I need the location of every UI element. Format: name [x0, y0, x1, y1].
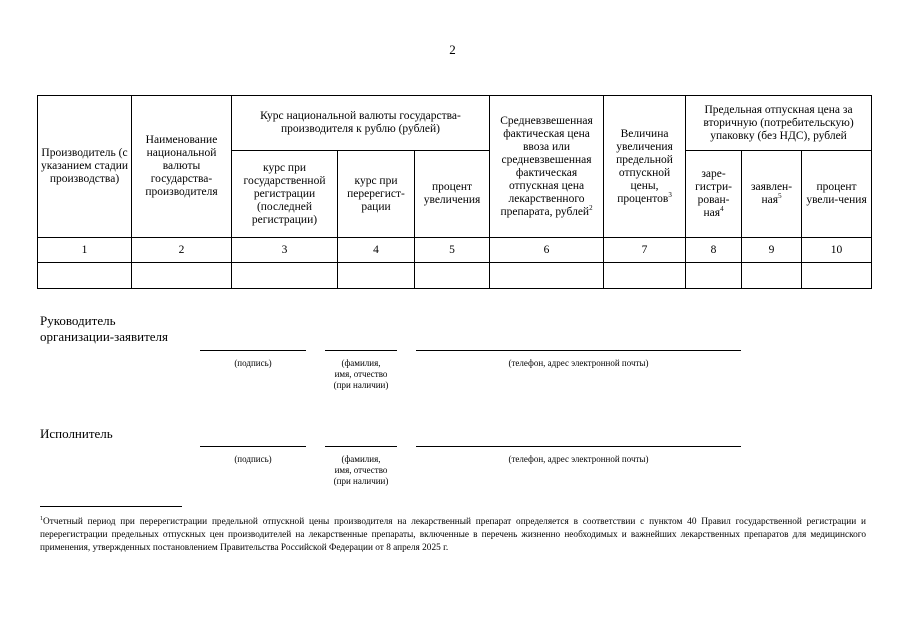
head-caption-name: (фамилия, имя, отчество (при наличии) [333, 358, 389, 390]
header-rate-increase-percent: процент увеличения [415, 151, 490, 238]
table-cell[interactable] [802, 263, 872, 289]
table-cell[interactable] [232, 263, 338, 289]
head-title-line2: организации-заявителя [40, 329, 169, 344]
table-cell[interactable] [686, 263, 742, 289]
header-exchange-rate-group: Курс национальной валюты государства-производителя к рублю (рублей) [232, 96, 490, 151]
table-cell[interactable] [490, 263, 604, 289]
executor-caption-contacts: (телефон, адрес электронной почты) [508, 454, 649, 464]
price-table [37, 95, 872, 289]
head-title [40, 313, 168, 345]
table-row [38, 263, 872, 289]
footnote [40, 516, 866, 555]
column-number: 9 [742, 238, 802, 263]
column-number: 2 [132, 238, 232, 263]
head-signature-line[interactable] [200, 350, 306, 351]
executor-contacts-line[interactable] [416, 446, 741, 447]
executor-signature-line[interactable] [200, 446, 306, 447]
column-number: 10 [802, 238, 872, 263]
column-number: 3 [232, 238, 338, 263]
table-cell[interactable] [604, 263, 686, 289]
column-number: 5 [415, 238, 490, 263]
header-price-increase: Величина увеличения предельной отпускной цены, процентов$^3$ [604, 96, 686, 238]
header-rate-at-registration: курс при государственной регистрации (последней регистрации) [232, 151, 338, 238]
head-contacts-line[interactable] [416, 350, 741, 351]
head-caption-signature: (подпись) [234, 358, 272, 368]
header-average-price: Средневзвешенная фактическая цена ввоза или средневзвешенная фактическая отпускная цена лекарственного препарата, рублей$^2$ [490, 96, 604, 238]
page-number: 2 [449, 42, 456, 57]
executor-title: Исполнитель [40, 426, 113, 441]
column-number: 8 [686, 238, 742, 263]
table-cell[interactable] [38, 263, 132, 289]
footnote-text: Отчетный период при перерегистрации предельной отпускной цены производителя на лекарственный препарат определяется в соответствии с пунктом 40 Правил государственной регистрации и перерегистрации предельных отпускных цен производителей на лекарственные препараты, включенные в перечень жизненно необходимых и важнейших лекарственных препаратов для медицинского применения, утвержденных постановлением Правительства Российской Федерации от 8 апреля 2025 г. [40, 517, 866, 553]
header-declared-price: заявлен-ная$^5$ [742, 151, 802, 238]
header-price-increase-percent: процент увели-чения [802, 151, 872, 238]
footnote-marker: 1 [40, 515, 43, 522]
table-cell[interactable] [742, 263, 802, 289]
header-manufacturer: Производитель (с указанием стадии производства) [38, 96, 132, 238]
column-numbers-row [38, 238, 872, 263]
executor-name-line[interactable] [325, 446, 397, 447]
column-number: 6 [490, 238, 604, 263]
column-number: 4 [338, 238, 415, 263]
column-number: 7 [604, 238, 686, 263]
header-currency-name: Наименование национальной валюты государства-производителя [132, 96, 232, 238]
head-name-line[interactable] [325, 350, 397, 351]
table-cell[interactable] [338, 263, 415, 289]
executor-caption-name: (фамилия, имя, отчество (при наличии) [333, 454, 389, 486]
head-caption-contacts: (телефон, адрес электронной почты) [508, 358, 649, 368]
executor-caption-signature: (подпись) [234, 454, 272, 464]
header-rate-at-reregistration: курс при перерегист-рации [338, 151, 415, 238]
column-number: 1 [38, 238, 132, 263]
footnote-divider [40, 506, 182, 507]
table-cell[interactable] [415, 263, 490, 289]
header-registered-price: заре-гистри-рован-ная$^4$ [686, 151, 742, 238]
table-cell[interactable] [132, 263, 232, 289]
head-title-line1: Руководитель [40, 313, 116, 328]
header-max-price-group: Предельная отпускная цена за вторичную (потребительскую) упаковку (без НДС), рублей [686, 96, 872, 151]
